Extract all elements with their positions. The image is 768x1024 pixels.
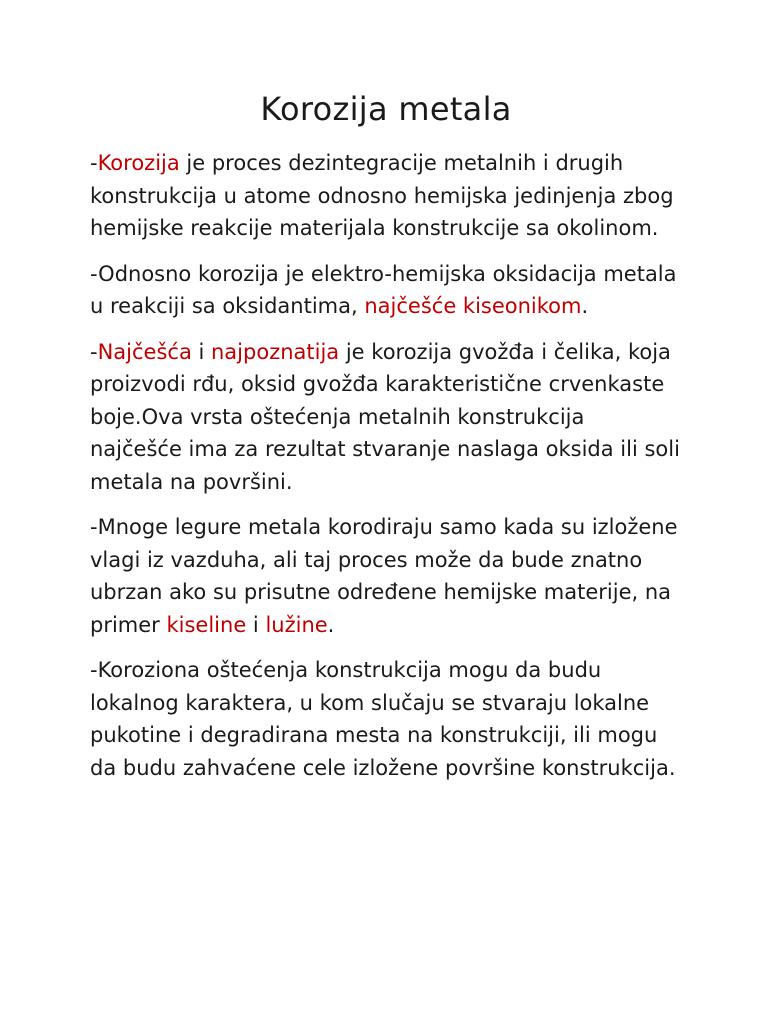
paragraph-text: je korozija gvožđa i čelika, koja proizvodi rđu, oksid gvožđa karakteristične crvenkaste boje.Ova vrsta oštećenja metalnih konstrukcija najčešće ima za rezultat stvaranje naslaga oksida ili soli metala na površini. bbox=[90, 339, 680, 494]
highlighted-term: Korozija bbox=[97, 151, 180, 176]
highlighted-term: najpoznatija bbox=[211, 339, 340, 364]
paragraph-end: . bbox=[327, 612, 335, 637]
paragraph-end: . bbox=[581, 294, 589, 319]
paragraph-damage bbox=[90, 654, 682, 784]
paragraph-oxidation bbox=[90, 258, 682, 323]
paragraph-connector: i bbox=[191, 339, 211, 364]
paragraph-connector: i bbox=[246, 612, 266, 637]
paragraph-text: -Odnosno korozija je elektro-hemijska oksidacija metala u reakciji sa oksidantima, bbox=[90, 261, 677, 319]
highlighted-term: kiseline bbox=[166, 612, 247, 637]
paragraph-iron-corrosion bbox=[90, 336, 682, 499]
page-title: Korozija metala bbox=[260, 90, 512, 128]
paragraph-dash: - bbox=[90, 151, 98, 176]
paragraph-text: je proces dezintegracije metalnih i drugih konstrukcija u atome odnosno hemijska jedinjenja zbog hemijske reakcije materijala konstrukcije sa okolinom. bbox=[90, 151, 674, 241]
highlighted-term: Najčešća bbox=[97, 339, 192, 364]
paragraph-alloys bbox=[90, 511, 682, 641]
paragraph-definition bbox=[90, 147, 682, 245]
highlighted-term: najčešće kiseonikom bbox=[364, 294, 582, 319]
paragraph-text: -Koroziona oštećenja konstrukcija mogu da budu lokalnog karaktera, u kom slučaju se stvaraju lokalne pukotine i degradirana mesta na konstrukciji, ili mogu da budu zahvaćene cele izložene površine konstrukcija. bbox=[90, 658, 676, 780]
highlighted-term: lužine bbox=[265, 612, 328, 637]
paragraph-dash: - bbox=[90, 339, 98, 364]
paragraph-text: -Mnoge legure metala korodiraju samo kada su izložene vlagi iz vazduha, ali taj proces može da bude znatno ubrzan ako su prisutne određene hemijske materije, na primer bbox=[90, 515, 678, 637]
